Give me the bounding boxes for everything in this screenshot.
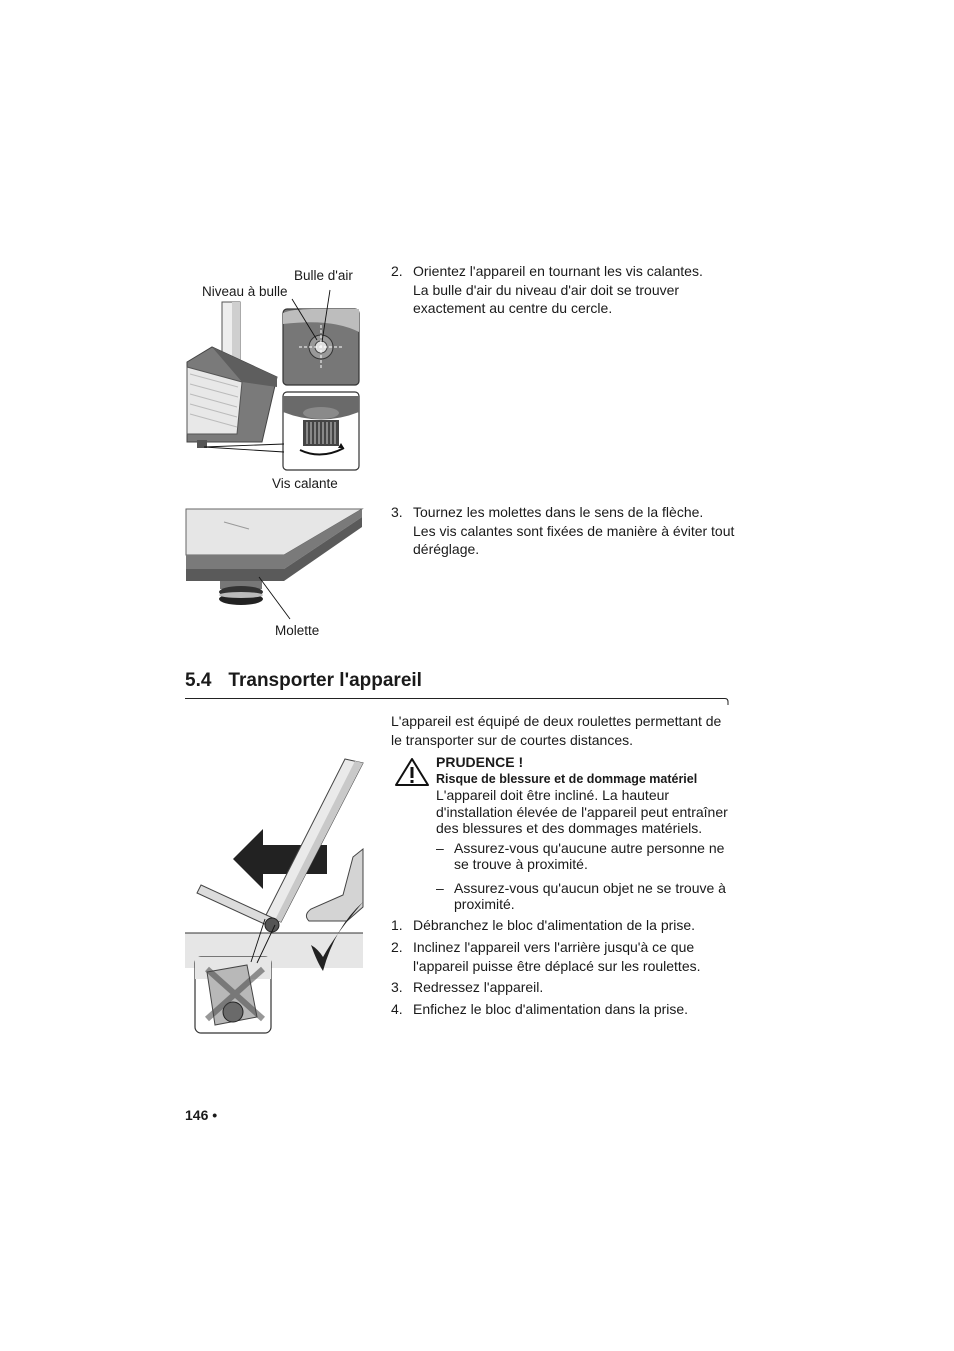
step-line: Orientez l'appareil en tournant les vis calantes. — [413, 263, 703, 279]
caution-line: des blessures et des dommages matériels. — [436, 820, 703, 836]
bullet-line: proximité. — [454, 896, 515, 912]
intro-line: le transporter sur de courtes distances. — [391, 731, 634, 748]
bullet-line: se trouve à proximité. — [454, 856, 588, 872]
label-bulle-air: Bulle d'air — [294, 268, 353, 283]
section-heading — [185, 670, 422, 692]
list-item — [391, 938, 736, 978]
figure-molette — [184, 507, 369, 637]
warning-triangle-icon — [394, 757, 430, 787]
bullet-line: Assurez-vous qu'aucun objet ne se trouve à — [454, 879, 726, 896]
bullet-line: Assurez-vous qu'aucune autre personne ne — [454, 839, 725, 856]
step-line: Tournez les molettes dans le sens de la flèche. — [413, 504, 704, 520]
list-item — [391, 916, 736, 938]
molette-illustration — [184, 507, 369, 622]
caution-line: L'appareil doit être incliné. La hauteur — [436, 787, 670, 803]
section-title: Transporter l'appareil — [228, 670, 422, 691]
step-line: déréglage. — [413, 541, 480, 557]
rule-corner-icon — [720, 695, 730, 707]
step-number: 2. — [391, 939, 403, 955]
step-line: l'appareil puisse être déplacé sur les roulettes. — [413, 957, 701, 974]
label-niveau-bulle: Niveau à bulle — [202, 284, 288, 299]
transport-illustration — [185, 757, 365, 1037]
label-molette: Molette — [275, 623, 320, 638]
step-line: Inclinez l'appareil vers l'arrière jusqu'à ce que — [413, 939, 695, 955]
step-line: Enfichez le bloc d'alimentation dans la prise. — [413, 1001, 689, 1017]
intro-paragraph — [391, 712, 736, 749]
step-number: 3. — [391, 504, 403, 520]
caution-bullet — [436, 840, 736, 876]
step-number: 3. — [391, 979, 403, 995]
step-number: 2. — [391, 263, 403, 279]
caution-bullet — [436, 880, 736, 914]
label-vis-calante: Vis calante — [272, 476, 338, 491]
step-line: Débranchez le bloc d'alimentation de la prise. — [413, 917, 696, 933]
caution-subtitle: Risque de blessure et de dommage matériel — [436, 772, 698, 786]
intro-line: L'appareil est équipé de deux roulettes permettant de — [391, 713, 722, 729]
caution-line: d'installation élevée de l'appareil peut entraîner — [436, 803, 728, 820]
section-number: 5.4 — [185, 670, 212, 691]
step-number: 1. — [391, 917, 403, 933]
step-line: La bulle d'air du niveau d'air doit se trouver — [413, 281, 680, 298]
list-item — [391, 978, 736, 1000]
step-line: Redressez l'appareil. — [413, 979, 544, 995]
bullet-dash: – — [436, 839, 444, 856]
step-line: exactement au centre du cercle. — [413, 300, 613, 316]
list-item — [391, 1000, 736, 1022]
step-number: 4. — [391, 1001, 403, 1017]
figure-transport — [185, 757, 365, 1037]
caution-title: PRUDENCE ! — [436, 754, 524, 770]
bullet-dash: – — [436, 879, 444, 896]
page-number: 146 • — [185, 1107, 218, 1123]
transport-steps — [391, 916, 736, 1022]
step-line: Les vis calantes sont fixées de manière à éviter tout — [413, 522, 735, 539]
section-rule — [185, 698, 725, 699]
caution-block — [436, 754, 736, 914]
